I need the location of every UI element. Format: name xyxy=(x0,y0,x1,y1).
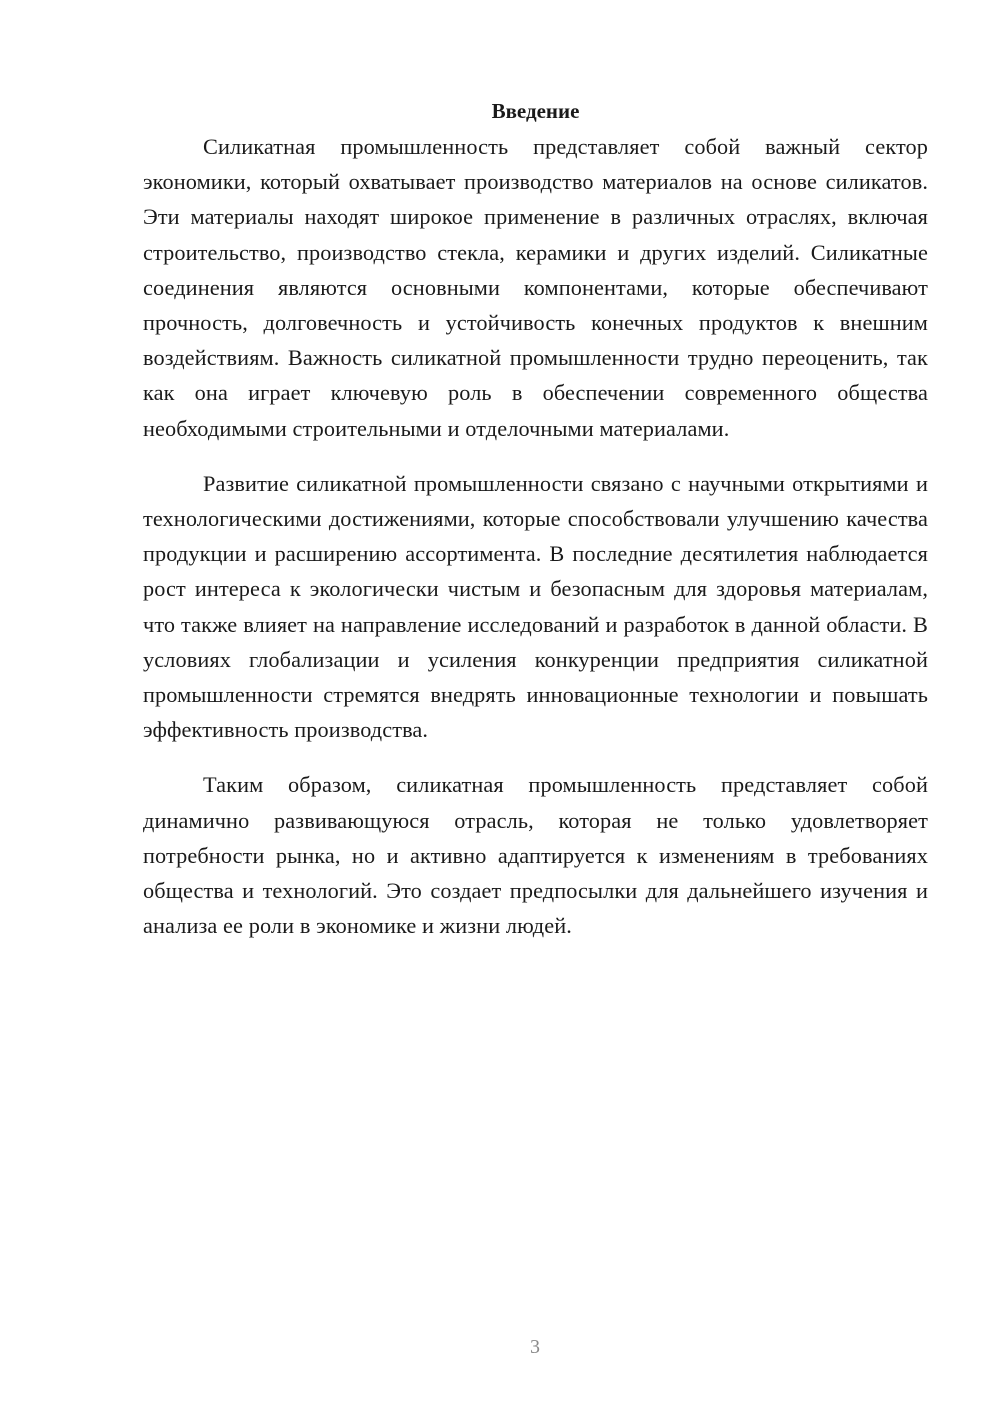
page-number: 3 xyxy=(530,1336,540,1358)
section-title: Введение xyxy=(491,99,580,123)
page-content xyxy=(143,96,928,943)
paragraph-1: Силикатная промышленность представляет собой важный сектор экономики, который охватывает производство материалов на основе силикатов. Эти материалы находят широкое применение в различных отраслях, включая строительство, производство стекла, керамики и других изделий. Силикатные соединения являются основными компонентами, которые обеспечивают прочность, долговечность и устойчивость конечных продуктов к внешним воздействиям. Важность силикатной промышленности трудно переоценить, так как она играет ключевую роль в обеспечении современного общества необходимыми строительными и отделочными материалами. xyxy=(143,134,928,441)
paragraph-spacer xyxy=(143,747,928,767)
paragraph-spacer xyxy=(143,446,928,466)
paragraph-3: Таким образом, силикатная промышленность представляет собой динамично развивающуюся отрасль, которая не только удовлетворяет потребности рынка, но и активно адаптируется к изменениям в требованиях общества и технологий. Это создает предпосылки для дальнейшего изучения и анализа ее роли в экономике и жизни людей. xyxy=(143,772,928,939)
paragraph-2: Развитие силикатной промышленности связано с научными открытиями и технологическими достижениями, которые способствовали улучшению качества продукции и расширению ассортимента. В последние десятилетия наблюдается рост интереса к экологически чистым и безопасным для здоровья материалам, что также влияет на направление исследований и разработок в данной области. В условиях глобализации и усиления конкуренции предприятия силикатной промышленности стремятся внедрять инновационные технологии и повышать эффективность производства. xyxy=(143,470,928,743)
